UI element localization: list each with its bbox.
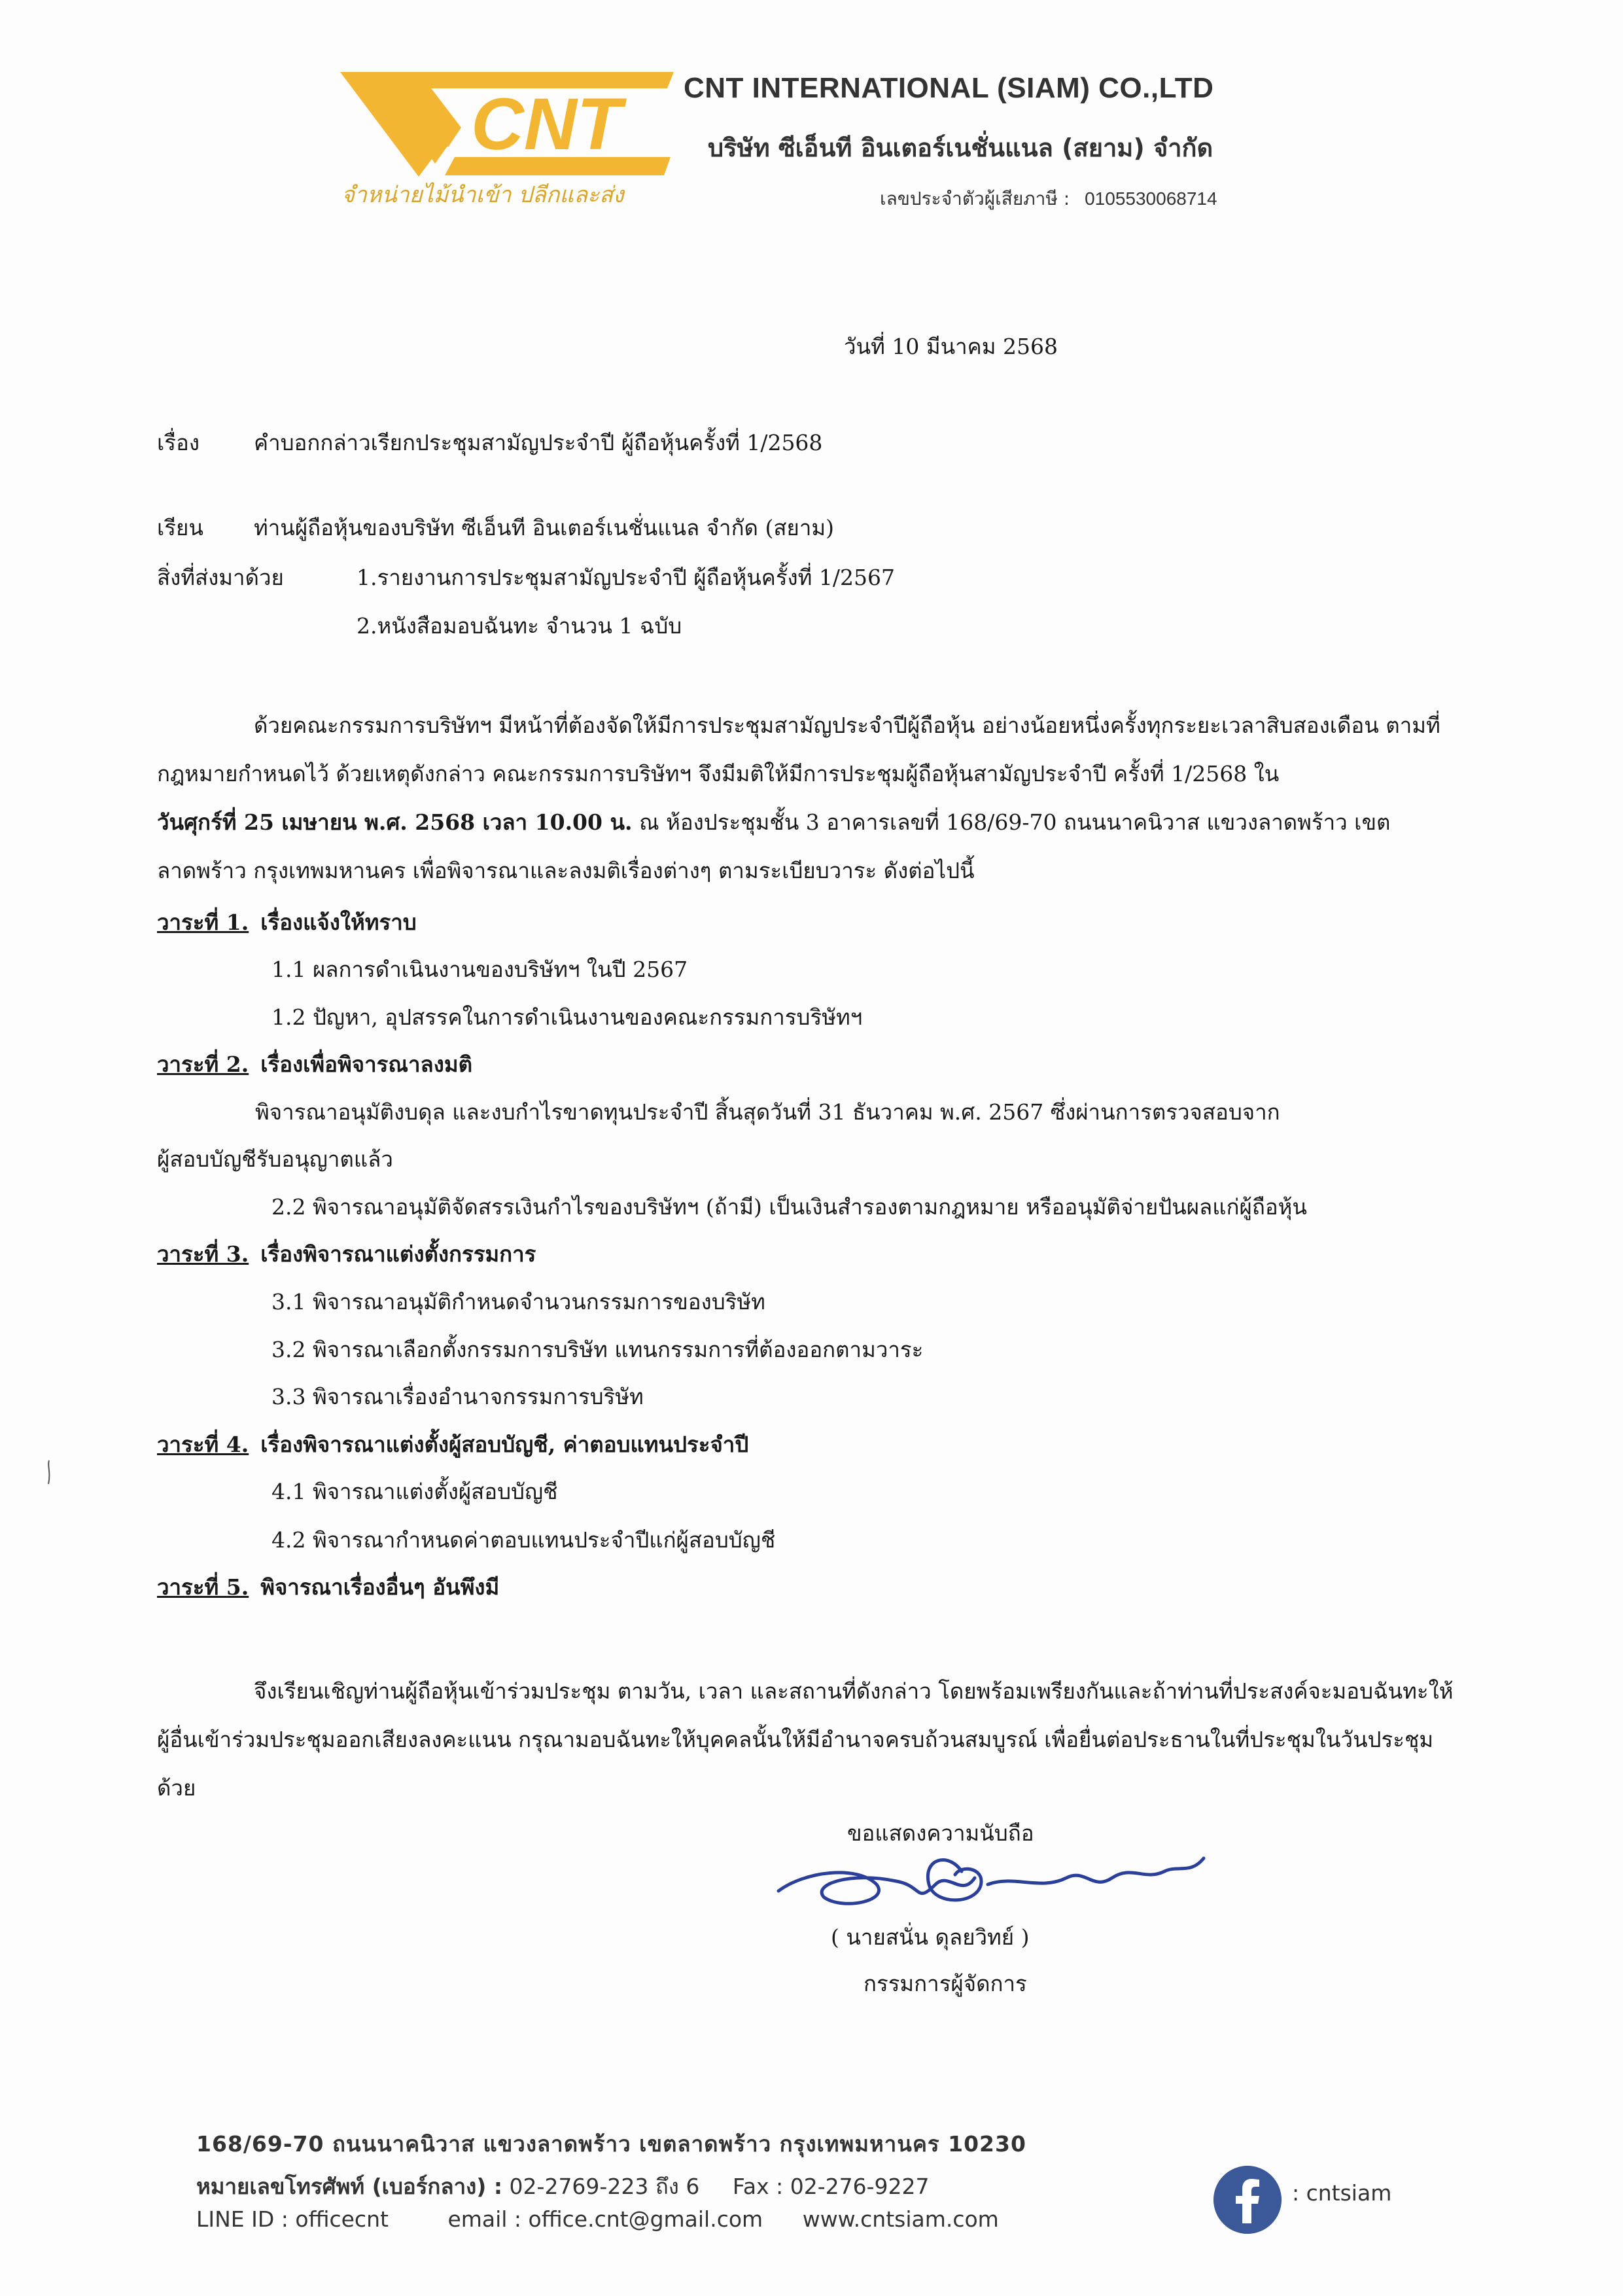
enclosure-item: 1.รายงานการประชุมสามัญประจำปี ผู้ถือหุ้นครั้งที่ 1/2567: [357, 565, 896, 590]
agenda-heading: [157, 911, 417, 933]
enclosures-label: สิ่งที่ส่งมาด้วย: [157, 565, 284, 590]
recipient-text: ท่านผู้ถือหุ้นของบริษัท ซีเอ็นที อินเตอร์เนชั่นแนล จำกัด (สยาม): [254, 515, 834, 540]
signer-name: ( นายสนั่น ดุลยวิทย์ ): [831, 1924, 1030, 1950]
agenda-number: วาระที่ 2.: [157, 1051, 249, 1077]
tax-id-label: เลขประจำตัวผู้เสียภาษี :: [880, 188, 1070, 209]
agenda-heading: [157, 1243, 536, 1265]
agenda-item: 2.2 พิจารณาอนุมัติจัดสรรเงินกำไรของบริษัทฯ (ถ้ามี) เป็นเงินสำรองตามกฎหมาย หรืออนุมัติจ่ายปันผลแก่ผู้ถือหุ้น: [271, 1194, 1307, 1220]
agenda-heading: [157, 1576, 499, 1598]
agenda-item: 3.1 พิจารณาอนุมัติกำหนดจำนวนกรรมการของบริษัท: [271, 1289, 765, 1315]
agenda-heading: [157, 1434, 748, 1455]
tax-id-number: 0105530068714: [1085, 188, 1217, 209]
footer-contacts: [196, 2206, 999, 2232]
agenda-number: วาระที่ 4.: [157, 1432, 249, 1457]
agenda-title: เรื่องแจ้งให้ทราบ: [260, 910, 417, 935]
agenda-item: 4.1 พิจารณาแต่งตั้งผู้สอบบัญชี: [271, 1479, 558, 1504]
agenda-item: 4.2 พิจารณากำหนดค่าตอบแทนประจำปีแก่ผู้สอบบัญชี: [271, 1527, 776, 1553]
agenda-title: เรื่องพิจารณาแต่งตั้งกรรมการ: [260, 1241, 536, 1267]
agenda-number: วาระที่ 3.: [157, 1241, 249, 1267]
website: www.cntsiam.com: [802, 2206, 999, 2232]
agenda-number: วาระที่ 5.: [157, 1574, 249, 1600]
closing-paragraph: จึงเรียนเชิญท่านผู้ถือหุ้นเข้าร่วมประชุม ตามวัน, เวลา และสถานที่ดังกล่าว โดยพร้อมเพรียงกันและถ้าท่านที่ประสงค์จะมอบฉันทะให้ผู้อื่นเข้าร่วมประชุมออกเสียงลงคะแนน กรุณามอบฉันทะให้บุคคลนั้นให้มีอำนาจครบถ้วนสมบูรณ์ เพื่อยื่นต่อประธานในที่ประชุมในวันประชุมด้วย: [157, 1678, 1454, 1801]
agenda-item: 1.2 ปัญหา, อุปสรรคในการดำเนินงานของคณะกรรมการบริษัทฯ: [271, 1004, 863, 1030]
logo-text: CNT: [471, 83, 622, 165]
meeting-datetime: วันศุกร์ที่ 25 เมษายน พ.ศ. 2568 เวลา 10.00 น.: [157, 809, 633, 835]
signature: [765, 1845, 1210, 1924]
fax-number: Fax : 02-276-9227: [732, 2174, 930, 2199]
company-name-th: บริษัท ซีเอ็นที อินเตอร์เนชั่นแนล (สยาม) จำกัด: [708, 133, 1213, 162]
phone-number: 02-2769-223 ถึง 6: [509, 2174, 700, 2199]
agenda-title: พิจารณาเรื่องอื่นๆ อันพึงมี: [260, 1574, 500, 1600]
agenda-heading: [157, 1053, 472, 1075]
footer-phone: [196, 2169, 929, 2204]
intro-paragraph: [157, 701, 1459, 895]
tagline: จำหน่ายไม้นำเข้า ปลีกและส่ง: [341, 182, 624, 208]
line-id: LINE ID : officecnt: [196, 2206, 389, 2232]
subject-label: เรื่อง: [157, 430, 200, 455]
facebook-icon: [1213, 2166, 1282, 2234]
agenda-item: พิจารณาอนุมัติงบดุล และงบกำไรขาดทุนประจำปี สิ้นสุดวันที่ 31 ธันวาคม พ.ศ. 2567 ซึ่งผ่านการตรวจสอบจาก: [255, 1099, 1280, 1125]
footer-address: 168/69-70 ถนนนาคนิวาส แขวงลาดพร้าว เขตลาดพร้าว กรุงเทพมหานคร 10230: [196, 2131, 1026, 2157]
agenda-item: 3.3 พิจารณาเรื่องอำนาจกรรมการบริษัท: [271, 1384, 644, 1409]
letter-date: วันที่ 10 มีนาคม 2568: [844, 334, 1058, 359]
phone-label: หมายเลขโทรศัพท์ (เบอร์กลาง) :: [196, 2174, 503, 2199]
company-name-en: CNT INTERNATIONAL (SIAM) CO.,LTD: [684, 72, 1214, 104]
agenda-title: เรื่องเพื่อพิจารณาลงมติ: [260, 1051, 472, 1077]
agenda-title: เรื่องพิจารณาแต่งตั้งผู้สอบบัญชี, ค่าตอบแทนประจำปี: [260, 1432, 749, 1457]
email: email : office.cnt@gmail.com: [447, 2206, 763, 2232]
agenda-item: 3.2 พิจารณาเลือกตั้งกรรมการบริษัท แทนกรรมการที่ต้องออกตามวาระ: [271, 1337, 924, 1362]
scan-speck: [46, 1459, 52, 1485]
agenda-number: วาระที่ 1.: [157, 910, 249, 935]
facebook-handle: : cntsiam: [1292, 2180, 1392, 2206]
enclosure-item: 2.หนังสือมอบฉันทะ จำนวน 1 ฉบับ: [357, 613, 682, 639]
cnt-logo: [340, 59, 674, 190]
signer-position: กรรมการผู้จัดการ: [864, 1971, 1027, 1996]
recipient-label: เรียน: [157, 515, 203, 540]
regards: ขอแสดงความนับถือ: [847, 1820, 1034, 1846]
tax-id: [880, 185, 1217, 213]
agenda-item: 1.1 ผลการดำเนินงานของบริษัทฯ ในปี 2567: [271, 957, 688, 982]
agenda-item-continued: ผู้สอบบัญชีรับอนุญาตแล้ว: [157, 1146, 393, 1172]
intro-text: ด้วยคณะกรรมการบริษัทฯ มีหน้าที่ต้องจัดให้มีการประชุมสามัญประจำปีผู้ถือหุ้น อย่างน้อยหนึ่งครั้งทุกระยะเวลาสิบสองเดือน ตามที่กฎหมายกำหนดไว้ ด้วยเหตุดังกล่าว คณะกรรมการบริษัทฯ จึงมีมติให้มีการประชุมผู้ถือหุ้นสามัญประจำปี ครั้งที่ 1/2568 ใน: [157, 713, 1440, 786]
subject-text: คำบอกกล่าวเรียกประชุมสามัญประจำปี ผู้ถือหุ้นครั้งที่ 1/2568: [254, 430, 823, 455]
intro-location: ณ ห้องประชุมชั้น 3 อาคารเลขที่ 168/69-70 ถนนนาคนิวาส แขวงลาดพร้าว เขตลาดพร้าว กรุงเทพมหานคร เพื่อพิจารณาและลงมติเรื่องต่างๆ ตามระเบียบวาระ ดังต่อไปนี้: [157, 809, 1391, 883]
